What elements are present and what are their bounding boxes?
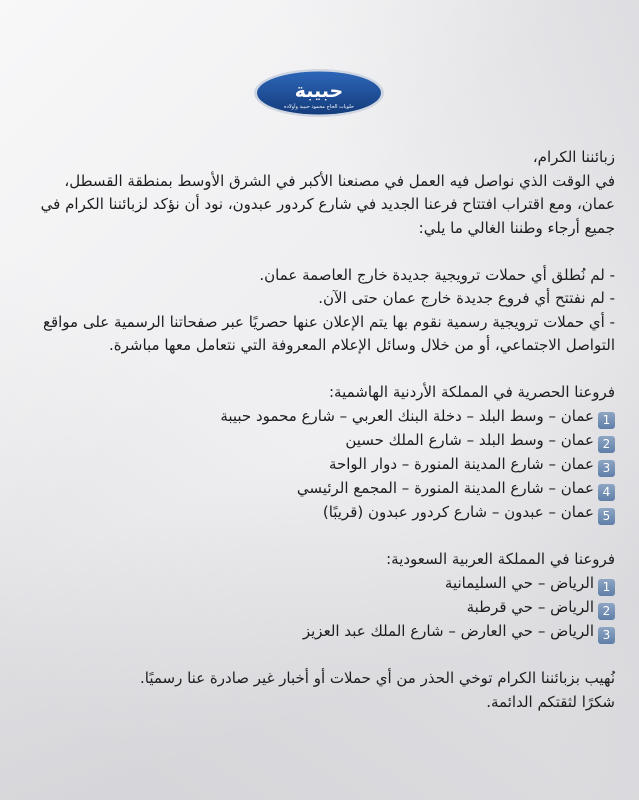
number-badge-icon: 4 [598, 484, 615, 501]
jordan-branches-heading: فروعنا الحصرية في المملكة الأردنية الهاشمية: [328, 383, 615, 401]
number-badge-icon: 5 [598, 508, 615, 525]
greeting: زبائننا الكرام، [532, 148, 615, 166]
brand-logo [253, 68, 385, 118]
point-1: - لم نُطلق أي حملات ترويجية جديدة خارج العاصمة عمان. [259, 265, 615, 284]
branch-text: عمان – وسط البلد – شارع الملك حسين [345, 430, 594, 449]
point-2: - لم نفتتح أي فروع جديدة خارج عمان حتى الآن. [318, 289, 615, 307]
branch-text: الرياض – حي قرطبة [466, 597, 594, 616]
branch-text: الرياض – حي السليمانية [444, 573, 594, 592]
point-3: - أي حملات ترويجية رسمية نقوم بها يتم الإعلان عنها حصريًا عبر صفحاتنا الرسمية على مواقع التواصل الاجتماعي، أو من خلال وسائل الإعلام المعروفة التي نتعامل معها مباشرة. [42, 312, 615, 354]
number-badge-icon: 1 [598, 412, 615, 429]
number-badge-icon: 3 [598, 460, 615, 477]
number-badge-icon: 2 [598, 603, 615, 620]
branch-item [23, 405, 615, 429]
branch-item [23, 572, 615, 596]
branch-text: عمان – وسط البلد – دخلة البنك العربي – شارع محمود حبيبة [220, 406, 594, 425]
logo-tagline: حلويات الحاج محمود حبيبة وأولاده [283, 104, 355, 110]
number-badge-icon: 2 [598, 436, 615, 453]
branch-item [23, 620, 615, 644]
number-badge-icon: 3 [598, 627, 615, 644]
logo-wordmark: حبيبة [294, 80, 344, 102]
branch-item [23, 501, 615, 525]
branch-text: عمان – عبدون – شارع كردور عبدون (قريبًا) [322, 502, 594, 521]
branch-item [23, 429, 615, 453]
branch-item [23, 453, 615, 477]
announcement-body [23, 146, 615, 714]
intro-paragraph: في الوقت الذي نواصل فيه العمل في مصنعنا الأكبر في الشرق الأوسط بمنطقة القسطل، عمان، ومع اقتراب افتتاح فرعنا الجديد في شارع كردور عبدون، نود أن نؤكد لزبائننا الكرام في جميع أرجاء وطننا الغالي ما يلي: [40, 171, 615, 237]
branch-item [23, 477, 615, 501]
branch-item [23, 596, 615, 620]
branch-text: عمان – شارع المدينة المنورة – دوار الواحة [328, 454, 594, 473]
branch-text: الرياض – حي العارض – شارع الملك عبد العزيز [302, 621, 594, 640]
saudi-branches-heading: فروعنا في المملكة العربية السعودية: [386, 550, 615, 568]
branch-text: عمان – شارع المدينة المنورة – المجمع الرئيسي [296, 478, 594, 497]
thanks-text: شكرًا لثقتكم الدائمة. [486, 692, 615, 711]
warning-text: نُهيب بزبائننا الكرام توخي الحذر من أي حملات أو أخبار غير صادرة عنا رسميًا. [139, 669, 615, 687]
number-badge-icon: 1 [598, 579, 615, 596]
